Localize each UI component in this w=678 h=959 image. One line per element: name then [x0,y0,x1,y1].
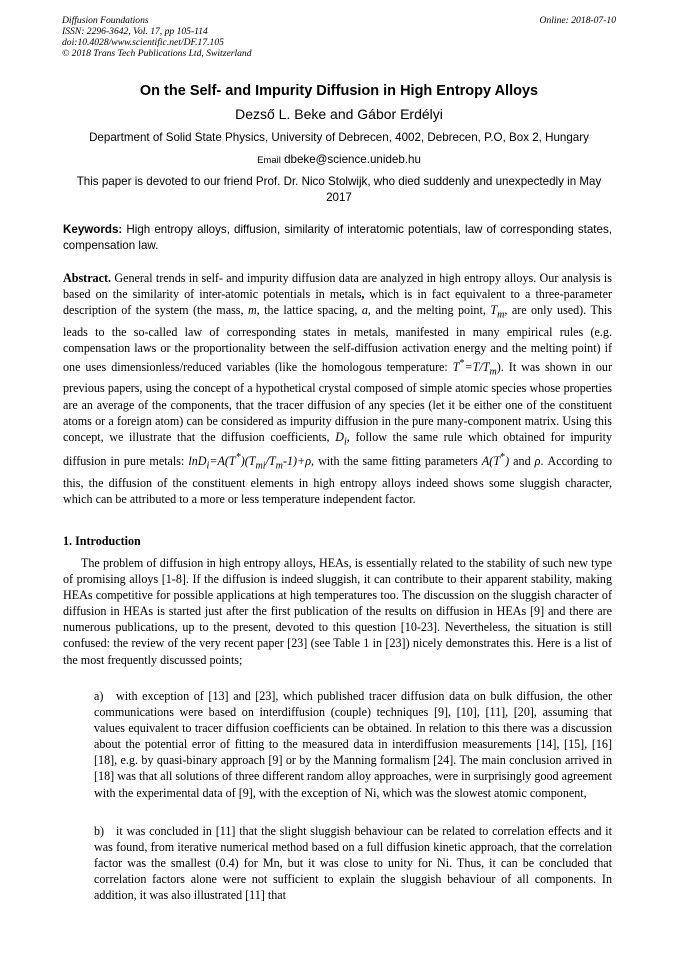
paper-authors: Dezső L. Beke and Gábor Erdélyi [235,106,443,122]
section-heading: 1. Introduction [63,534,141,548]
abstract-label: Abstract. [63,271,112,285]
keywords-label: Keywords: [63,223,123,236]
intro-paragraph: The problem of diffusion in high entropy alloys, HEAs, is essentially related to the stability of such new type of promising alloys [1-8]. If the diffusion is indeed sluggish, it can contribute to their apparent stability, making HEAs competitive for possible applications at high temperatures too. The discussion on the sluggish character of diffusion in HEAs is started just after the first publication of the results on diffusion in HEAs [9] and there are numerous publications, up to the present, devoted to this question [10-23]. Nevertheless, the situation is still confused: the review of the very recent paper [23] (see Table 1 in [23]) nicely demonstrates this. Here is a list of the most frequently discussed points; [63,556,612,667]
equation-part: mi [255,460,266,472]
abstract-text: , are only used). This leads to the so-called law of corresponding states in metals, manifested in many empirical rules (e.g. compensation laws or the proportionality between the self-diffusion activation energy and the melting point) if one uses dimensionless/reduced variables (like the homologous temperature: [63,303,612,374]
journal-name: Diffusion Foundations [62,15,149,26]
email-label: Email [257,155,281,166]
abstract-symbol: a [361,303,368,318]
online-date: Online: 2018-07-10 [539,15,616,26]
abstract-symbol: D [335,429,344,444]
abstract-text: , [361,287,365,302]
abstract-text: , and the melting point, [367,303,491,318]
abstract-symbol: =T/T [464,359,490,374]
abstract-text: ). It was shown in our previous papers, using the concept of a hypothetical crystal composed of simple atomic species whose properties are an average of the components, that the tracer diffusion of any species (let it be either one of the constituent atoms or a foreign atom) can be considered as impurity diffusion in the pure many-component matrix. Using this concept, we illustrate that the diffusion coefficients, [63,359,612,444]
abstract-text: General trends in self- and impurity diffusion data are analyzed in high entropy alloys. Our analysis is based on the similarity of inter-atomic potentials in metals [63,271,612,302]
abstract-symbol: m [489,366,497,378]
list-item [94,823,612,903]
equation-part: m [275,460,283,472]
list-marker: a) [94,689,104,703]
abstract [63,270,612,507]
email-address[interactable]: dbeke@science.unideb.hu [284,153,421,166]
journal-copyright: © 2018 Trans Tech Publications Ltd, Switzerland [62,48,252,59]
dedication: This paper is devoted to our friend Prof. Dr. Nico Stolwijk, who died suddenly and unexpectedly in May 2017 [76,175,602,204]
affiliation: Department of Solid State Physics, University of Debrecen, 4002, Debrecen, P.O, Box 2, Hungary [89,131,589,144]
equation-part: -1)+ρ [282,454,312,469]
journal-doi: doi:10.4028/www.scientific.net/DF.17.105 [62,37,224,48]
journal-issn: ISSN: 2296-3642, Vol. 17, pp 105-114 [62,26,208,37]
equation-part: =A(T [209,454,236,469]
list-item-text: with exception of [13] and [23], which published tracer diffusion data on bulk diffusion, the other communications were based on interdiffusion (couple) techniques [9], [10], [11], [20], assuming that values equivalent to tracer diffusion coefficients can be obtained. In relation to this there was a discussion about the potential error of fitting to the measured data in interdiffusion measurements [14], [15], [16] [18], e.g. by quasi-binary approach [9] or by the Manning formalism [24]. The main conclusion arrived in [18] was that all solutions of three different random alloy approaches, were in surprisingly good agreement with the experimental data of [9], with the exception of Ni, which was the slowest atomic component, [94,689,612,800]
abstract-symbol: m [497,309,505,321]
abstract-text: , follow the same rule which obtained for impurity diffusion in pure metals: [63,429,612,469]
abstract-text: which is in fact equivalent to a three-parameter description of the system (the mass, [63,287,612,318]
equation-part: i [206,460,210,472]
abstract-symbol: T [452,359,460,374]
abstract-symbol: A(T [481,454,501,469]
equation-part: lnD [188,454,207,469]
journal-info [62,15,252,59]
abstract-symbol: T [490,303,498,318]
abstract-symbol: m [247,303,257,318]
equation-part: * [235,452,241,464]
abstract-symbol: i [343,436,347,448]
keywords-text: High entropy alloys, diffusion, similarity of interatomic potentials, law of corresponding states, compensation law. [63,223,612,252]
equation-part: )(T [240,454,256,469]
keywords [63,222,612,254]
abstract-symbol: * [500,452,506,464]
abstract-symbol: ρ [534,454,541,469]
list-marker: b) [94,824,105,838]
abstract-text: . According to this, the diffusion of the constituent elements in high entropy alloys indeed shows some sluggish character, which can be attributed to a more or less temperature independent factor. [63,454,612,506]
abstract-text: , the lattice spacing, [256,303,362,318]
paper-title: On the Self- and Impurity Diffusion in High Entropy Alloys [139,83,539,99]
abstract-symbol: * [459,357,465,369]
list-item-text: it was concluded in [11] that the slight sluggish behaviour can be related to correlation effects and it was found, from iterative numerical method based on a full diffusion kinetic approach, that the correlation factor was the smallest (0.4) for Mn, but it was close to unity for Ni. Thus, it can be concluded that correlation factors alone were not sufficient to explain the sluggish behaviour of all components. In addition, it was also illustrated [11] that [94,824,612,903]
list-item [94,688,612,801]
equation-part: /T [265,454,276,469]
email-line [40,153,638,166]
diffusion-equation [188,452,312,472]
abstract-text: and [509,454,535,469]
abstract-symbol: ) [505,454,510,469]
abstract-text: , with the same fitting parameters [311,454,482,469]
